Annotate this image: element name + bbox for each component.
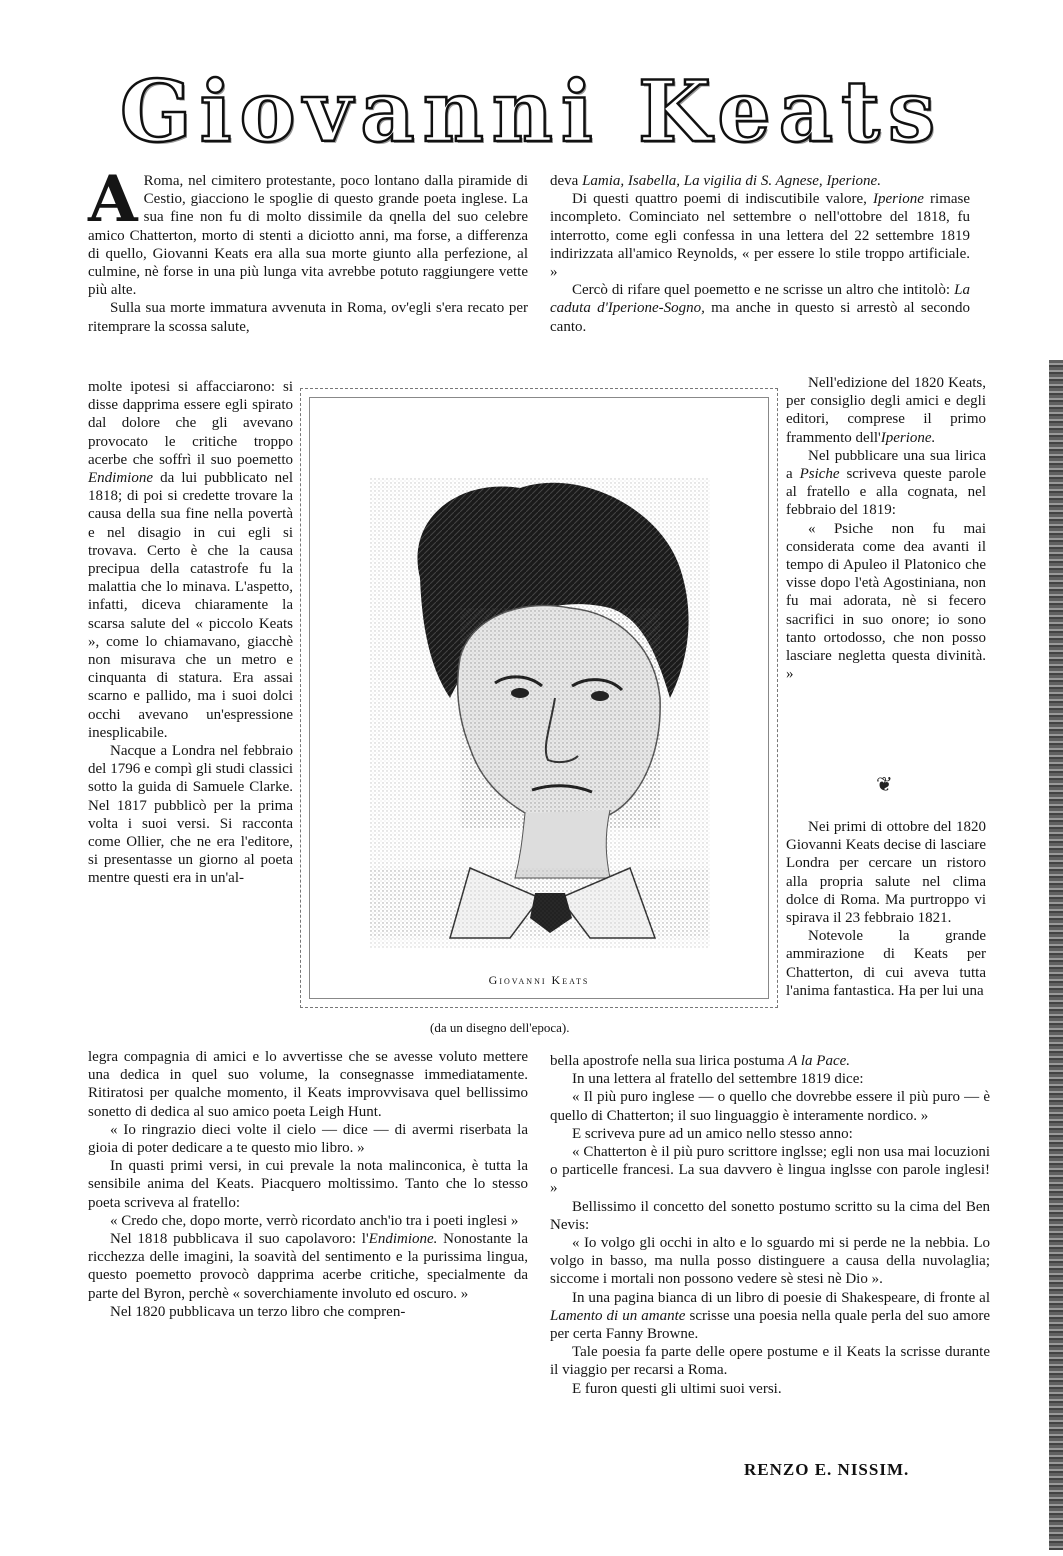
- text-run: ma anche in questo si arrestò al secondo canto.: [550, 300, 971, 335]
- paragraph: [786, 374, 986, 447]
- paragraph: Nel 1820 pubblicava un terzo libro che compren-: [110, 1303, 406, 1320]
- paragraph: [550, 1052, 990, 1070]
- author-signature: RENZO E. NISSIM.: [744, 1460, 910, 1479]
- paragraph: [550, 190, 970, 281]
- paragraph: [550, 172, 970, 190]
- paragraph: In quasti primi versi, in cui prevale la nota malinconica, è tutta la sensibile anima del Keats. Piacquero moltissimo. Tanto che lo stesso poeta scriveva al fratello:: [88, 1158, 528, 1211]
- italic-title: Lamia, Isabella, La vigilia di S. Agnese, Iperione.: [582, 173, 881, 189]
- intro-text: Roma, nel cimitero protestante, poco lontano dalla piramide di Cestio, giacciono le spoglie di questo grande poeta inglese. La sua fine non fu di molto dissimile da qnella del suo celebre amico Chatterton, morto di stenti a diciotto anni, ma forse, a differenza di quello, Giovanni Keats era alla sua morte giunto alla perfezione, al culmine, nè forse in una più lunga vita avrebbe potuto raggiungere vette più alte.: [88, 173, 528, 299]
- text-run: Nel 1818 pubblicava il suo capolavoro: l': [110, 1231, 369, 1248]
- left-column-narrow: [88, 378, 293, 888]
- text-run: rimase incompleto. Cominciato nel settembre o nell'ottobre del 1818, fu interrotto, come egli confessa in una lettera del 22 settembre 1819 indirizzata all'amico Reynolds, « per essere lo stile troppo artificiale. »: [550, 191, 971, 281]
- text-run: da lui pubblicato nel 1818; di poi si credette trovare la causa della sua fine nella povertà e nel disagio in cui egli si trovava. Certo è che la causa precipua della catastrofe fu la malattia che lo minava. L'aspetto, infatti, diceva chiaramente la scarsa salute del « piccolo Keats », come lo chiamavano, giacchè non misurava che un metro e cinquanta di statura. Era assai scarno e pallido, ma i suoi dolci occhi avevano un'espressione inesplicabile.: [88, 470, 293, 741]
- quote: « Credo che, dopo morte, verrò ricordato anch'io tra i poeti inglesi »: [110, 1212, 519, 1229]
- quote: « Io ringrazio dieci volte il cielo — dice — di avermi riserbata la gioia di poter dedicare a te questo mio libro. »: [88, 1121, 528, 1157]
- text-run: In una pagina bianca di un libro di poesie di Shakespeare, di fronte al: [572, 1289, 990, 1306]
- text-run: Di questi quattro poemi di indiscutibile valore,: [572, 191, 867, 208]
- right-column-bottom: [550, 1052, 990, 1398]
- italic-title: Psiche: [799, 466, 840, 483]
- text-run: Nell'edizione del 1820 Keats, per consiglio degli amici e degli editori, comprese il primo frammento dell': [786, 375, 986, 446]
- italic-title: La caduta d'Iperione-Sogno,: [550, 282, 970, 317]
- paragraph: legra compagnia di amici e lo avvertisse che se avesse voluto mettere una dedica in quel suo volume, la consegnasse immediatamente. Ritiratosi per qualche momento, il Keats improvvisava quel bellissimo sonetto di dedica al suo amico poeta Leigh Hunt.: [88, 1049, 528, 1120]
- paragraph: Sulla sua morte immatura avvenuta in Roma, ov'egli s'era recato per ritemprare la scossa salute,: [88, 300, 528, 335]
- paragraph-intro: [88, 162, 528, 299]
- right-column-top: [550, 172, 970, 336]
- left-column-top: [88, 162, 528, 336]
- left-column-bottom: [88, 1048, 528, 1321]
- right-column-narrow: [786, 374, 986, 683]
- right-column-narrow-lower: [786, 818, 986, 1000]
- paragraph: Bellissimo il concetto del sonetto postumo scritto su la cima del Ben Nevis:: [550, 1198, 990, 1233]
- italic-title: Iperione.: [880, 429, 936, 446]
- quote: « Io volgo gli occhi in alto e lo sguardo mi si perde ne la nebbia. Lo volgo in basso, ma nulla posso distinguere a causa della nuvolaglia; siccome i mortali non possono vedere sè stesi nè Dio ».: [550, 1235, 990, 1288]
- portrait-illustration: [310, 398, 768, 958]
- paragraph: Notevole la grande ammirazione di Keats per Chatterton, di cui aveva tutta l'anima fantastica. Ha per lui una: [786, 928, 986, 999]
- drop-cap: A: [88, 162, 138, 237]
- italic-title: Endimione: [88, 470, 153, 487]
- ornament-icon: ❦: [876, 774, 893, 796]
- quote: « Il più puro inglese — o quello che dovrebbe essere il più puro — è quello di Chatterton; il suo linguaggio è interamente nordico. »: [550, 1089, 990, 1124]
- italic-title: Iperione: [873, 191, 924, 208]
- figure-caption: Giovanni Keats: [488, 973, 590, 987]
- paragraph: [550, 281, 970, 336]
- italic-title: A la Pace.: [788, 1053, 851, 1069]
- paragraph: In una lettera al fratello del settembre 1819 dice:: [572, 1071, 864, 1088]
- figure-sub-caption: (da un disegno dell'epoca).: [430, 1020, 570, 1035]
- paragraph: Nacque a Londra nel febbraio del 1796 e compì gli studi classici sotto la guida di Samuele Clarke. Nel 1817 pubblicò per la prima volta i suoi versi. Si racconta come Ollier, che ne era l'editore, si presentasse un giorno al poeta mentre questi era in un'al-: [88, 743, 293, 887]
- paragraph: [550, 1289, 990, 1344]
- text-run: scrisse una poesia nella quale perla del suo amore per certa Fanny Browne.: [550, 1307, 990, 1343]
- paragraph: Nei primi di ottobre del 1820 Giovanni Keats decise di lasciare Londra per cercare un ristoro alla propria salute nel clima dolce di Roma. Ma purtroppo vi spirava il 23 febbraio 1821.: [786, 819, 986, 927]
- portrait-frame: [309, 397, 769, 999]
- paragraph: [786, 447, 986, 520]
- paragraph: [88, 378, 293, 742]
- quote: « Chatterton è il più puro scrittore inglsse; egli non usa mai locuzioni o particelle francesi. La sua davvero è lingua inglsse con parole inglesi! »: [550, 1144, 990, 1197]
- article-title: Giovanni Keats: [119, 62, 944, 161]
- italic-title: Lamento di un amante: [550, 1307, 686, 1324]
- scan-edge-shadow: [1049, 360, 1063, 1550]
- paragraph: [88, 1230, 528, 1303]
- text-run: Nel pubblicare una sua lirica a: [786, 447, 986, 483]
- text-run: Nonostante la ricchezza delle imagini, la soavità del sentimento e la purissima lingua, questo poemetto provocò dapprima acerbe critiche, specialmente da parte del Byron, perchè « soverchiamente involuto ed oscuro. »: [88, 1231, 529, 1302]
- portrait-figure: [300, 388, 778, 1008]
- paragraph: E scriveva pure ad un amico nello stesso anno:: [572, 1125, 853, 1142]
- text-run: deva: [550, 173, 579, 189]
- paragraph: Tale poesia fa parte delle opere postume e il Keats la scrisse durante il viaggio per recarsi a Roma.: [550, 1344, 990, 1379]
- italic-title: Endimione.: [368, 1231, 438, 1248]
- text-run: molte ipotesi si affacciarono: si disse dapprima essere egli spirato dal dolore che gli avevano provocato le critiche troppo acerbe che soffrì il suo poemetto: [88, 379, 293, 468]
- paragraph: E furon questi gli ultimi suoi versi.: [572, 1380, 782, 1397]
- text-run: Cercò di rifare quel poemetto e ne scrisse un altro che intitolò:: [572, 282, 951, 299]
- text-run: scriveva queste parole al fratello e alla cognata, nel febbraio del 1819:: [786, 466, 986, 519]
- text-run: bella apostrofe nella sua lirica postuma: [550, 1053, 785, 1069]
- quote: « Psiche non fu mai considerata come dea avanti il tempo di Apuleo il Platonico che visse dopo l'età Agostiniana, non fu mai adorata, nè si fecero sacrifici in suo onore; io sono tanto ortodosso, che non posso lasciare negletta questa divinità. »: [786, 520, 986, 683]
